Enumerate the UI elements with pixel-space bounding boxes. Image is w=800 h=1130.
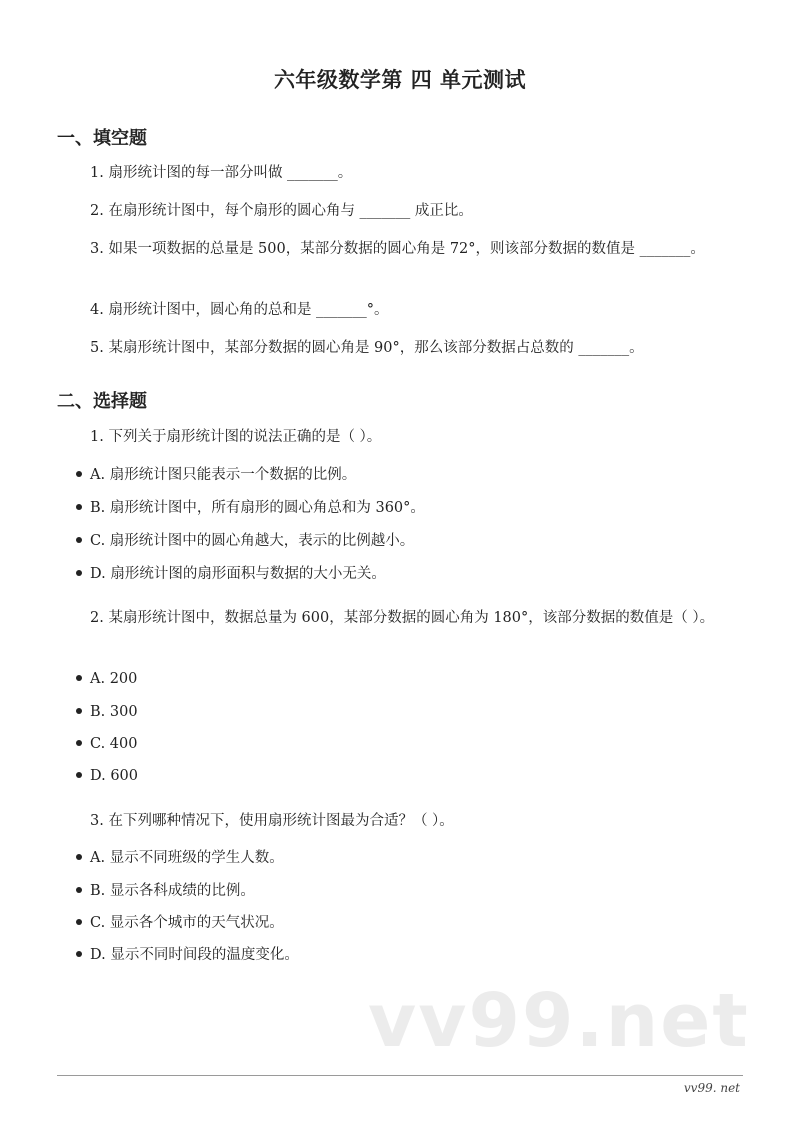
- fill-question-5: 5. 某扇形统计图中，某部分数据的圆心角是 90°，那么该部分数据占总数的 _______。: [90, 340, 644, 356]
- choice-1-option-b: B. 扇形统计图中，所有扇形的圆心角总和为 360°。: [76, 498, 425, 518]
- choice-question-2: 2. 某扇形统计图中，数据总量为 600，某部分数据的圆心角为 180°，该部分数据的数值是（ ）。: [90, 610, 715, 626]
- bullet-icon: [76, 708, 82, 714]
- bullet-icon: [76, 919, 82, 925]
- choice-3-option-d: D. 显示不同时间段的温度变化。: [76, 945, 299, 965]
- bullet-icon: [76, 772, 82, 778]
- footer-site: vv99. net: [683, 1081, 740, 1095]
- watermark: vv99.net: [368, 978, 750, 1064]
- bullet-icon: [76, 951, 82, 957]
- bullet-icon: [76, 887, 82, 893]
- fill-question-1: 1. 扇形统计图的每一部分叫做 _______。: [90, 165, 353, 181]
- fill-question-2: 2. 在扇形统计图中，每个扇形的圆心角与 _______ 成正比。: [90, 203, 473, 219]
- bullet-icon: [76, 675, 82, 681]
- choice-1-option-a: A. 扇形统计图只能表示一个数据的比例。: [76, 465, 356, 485]
- choice-question-3: 3. 在下列哪种情况下，使用扇形统计图最为合适？（ ）。: [90, 813, 454, 829]
- choice-2-option-b: B. 300: [76, 702, 138, 722]
- fill-question-3: 3. 如果一项数据的总量是 500，某部分数据的圆心角是 72°，则该部分数据的数值是 _______。: [90, 241, 705, 257]
- choice-2-option-c: C. 400: [76, 734, 137, 754]
- fill-question-4: 4. 扇形统计图中，圆心角的总和是 _______°。: [90, 302, 389, 318]
- footer-divider: [57, 1075, 743, 1076]
- page-title: 六年级数学第 四 单元测试: [273, 67, 527, 92]
- bullet-icon: [76, 570, 82, 576]
- section-heading-choice: 二、选择题: [57, 391, 147, 412]
- choice-1-option-d: D. 扇形统计图的扇形面积与数据的大小无关。: [76, 564, 386, 584]
- choice-2-option-a: A. 200: [76, 669, 137, 689]
- choice-3-option-a: A. 显示不同班级的学生人数。: [76, 848, 284, 868]
- choice-question-1: 1. 下列关于扇形统计图的说法正确的是（ ）。: [90, 429, 382, 445]
- bullet-icon: [76, 504, 82, 510]
- choice-2-option-d: D. 600: [76, 766, 138, 786]
- bullet-icon: [76, 854, 82, 860]
- section-heading-fill-blank: 一、填空题: [57, 128, 147, 149]
- choice-1-option-c: C. 扇形统计图中的圆心角越大，表示的比例越小。: [76, 531, 414, 551]
- bullet-icon: [76, 537, 82, 543]
- bullet-icon: [76, 740, 82, 746]
- choice-3-option-c: C. 显示各个城市的天气状况。: [76, 913, 284, 933]
- choice-3-option-b: B. 显示各科成绩的比例。: [76, 881, 255, 901]
- bullet-icon: [76, 471, 82, 477]
